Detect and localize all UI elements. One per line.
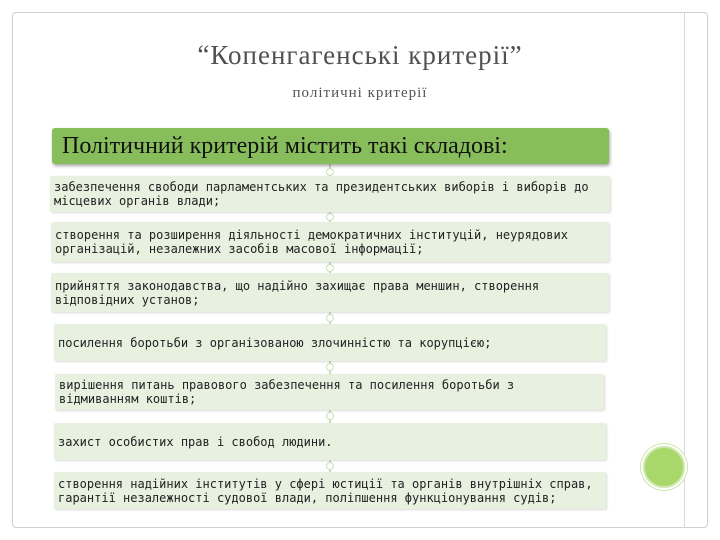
connector-dot: [326, 264, 334, 272]
connector-dot: [326, 462, 334, 470]
criteria-header: Політичний критерій містить такі складові:: [52, 128, 609, 164]
criterion-item-3: прийняття законодавства, що надійно захищає права меншин, створення відповідних установ;: [51, 273, 609, 312]
criterion-item-4: посилення боротьби з організованою злочинністю та корупцією;: [54, 324, 606, 361]
connector-dot: [326, 213, 334, 221]
connector-dot: [326, 363, 334, 371]
slide-title: “Копенгагенські критерії”: [197, 40, 523, 70]
criterion-item-2: створення та розширення діяльності демократичних інституцій, неурядових організацій, незалежних засобів масової інформації;: [51, 222, 609, 262]
decorative-circle: [643, 446, 685, 488]
criterion-item-6: захист особистих прав і свобод людини.: [54, 423, 606, 460]
connector-dot: [326, 412, 334, 420]
criterion-item-5: вирішення питань правового забезпечення та посилення боротьби з відмиванням коштів;: [55, 374, 604, 410]
criterion-item-7: створення надійних інститутів у сфері юстиції та органів внутрішніх справ, гарантії незалежності судової влади, поліпшення функціонування судів;: [54, 472, 606, 509]
connector-dot: [326, 168, 334, 176]
connector-dot: [326, 314, 334, 322]
slide-subtitle: політичні критерії: [292, 85, 428, 101]
criterion-item-1: забезпечення свободи парламентських та президентських виборів і виборів до місцевих органів влади;: [50, 176, 610, 212]
